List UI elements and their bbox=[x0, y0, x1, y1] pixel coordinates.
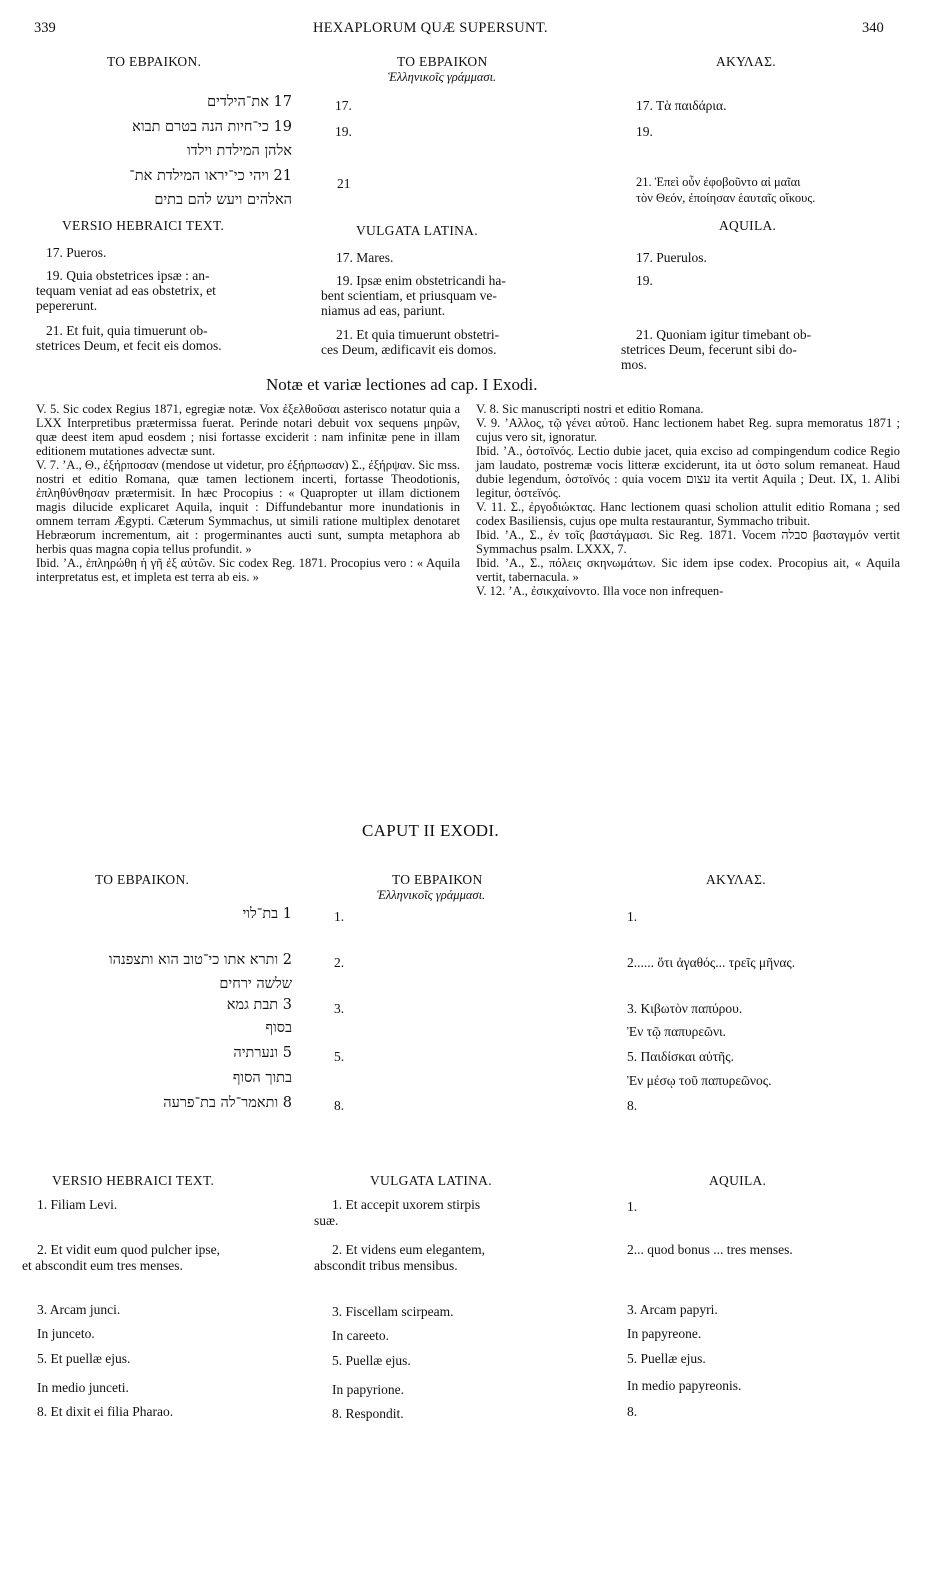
ch2-transcription-verse: 5. bbox=[334, 1049, 345, 1064]
notes-heading: Notæ et variæ lectiones ad cap. I Exodi. bbox=[266, 375, 538, 394]
ch2-aquila-latin-line: In papyreone. bbox=[627, 1326, 702, 1341]
ch1-aquila-latin-line: 21. Quoniam igitur timebant ob- bbox=[636, 327, 812, 342]
ch2-aquila-latin-line: 2... quod bonus ... tres menses. bbox=[627, 1242, 793, 1257]
ch1-hebrew-line: 17 את־הילדים bbox=[207, 94, 292, 110]
note-paragraph: Ibid. ʼΑ., Σ., πόλεις σκηνωμάτων. Sic idem ipse codex. Procopius ait, « Aquila vertit, tabernacula. » bbox=[476, 556, 900, 584]
ch2-aquila-latin-line: 5. Puellæ ejus. bbox=[627, 1351, 706, 1366]
ch2-versio-line: 1. Filiam Levi. bbox=[37, 1197, 118, 1212]
ch2-head-vulgata: VULGATA LATINA. bbox=[370, 1173, 492, 1188]
notes-left-column bbox=[36, 402, 460, 584]
ch1-aquila-latin-line: 19. bbox=[636, 273, 653, 288]
ch2-aquila-greek-line: 3. Κιβωτὸν παπύρου. bbox=[627, 1001, 743, 1016]
ch1-vulgata-line: 17. Mares. bbox=[336, 250, 394, 265]
page-number-left: 339 bbox=[34, 20, 56, 36]
page-number-right: 340 bbox=[862, 20, 884, 36]
ch2-versio-line: In junceto. bbox=[37, 1326, 95, 1341]
ch1-versio-line: 17. Pueros. bbox=[46, 245, 107, 260]
note-paragraph: Ibid. ʼΑ., ἐπληρώθη ἡ γῆ ἐξ αὐτῶν. Sic codex Reg. 1871. Procopius vero : « Aquila interpretatus est, et impleta est terra ab eis. » bbox=[36, 556, 460, 584]
note-paragraph: V. 12. ʼΑ., ἐσικχαίνοντο. Illa voce non infrequen- bbox=[476, 584, 724, 598]
ch2-aquila-latin-line: 1. bbox=[627, 1199, 638, 1214]
ch2-aquila-latin-line: In medio papyreonis. bbox=[627, 1378, 742, 1393]
ch2-versio-line: 2. Et vidit eum quod pulcher ipse, bbox=[37, 1242, 220, 1257]
ch2-aquila-latin-line: 8. bbox=[627, 1404, 638, 1419]
ch1-head-aquila-latin: AQUILA. bbox=[719, 218, 777, 233]
ch1-versio-line: stetrices Deum, et fecit eis domos. bbox=[36, 338, 222, 353]
ch1-vulgata-line: ces Deum, ædificavit eis domos. bbox=[321, 342, 497, 357]
note-paragraph: V. 8. Sic manuscripti nostri et editio Romana. bbox=[476, 402, 704, 416]
ch2-transcription-verse: 8. bbox=[334, 1098, 345, 1113]
running-title: HEXAPLORUM QUÆ SUPERSUNT. bbox=[313, 20, 548, 36]
ch2-hebrew-line: 8 ותאמר־לה בת־פרעה bbox=[163, 1095, 292, 1111]
note-paragraph: V. 5. Sic codex Regius 1871, egregiæ notæ. Vox ἐξελθοῦσαι asterisco notatur quia a LXX Interpretibus prætermissa fuerat. Perinde notari debuit vox sequens μηρῶν, quæ deest item apud eosdem ; nisi fortasse exciderit : nam infinitæ pene in illam editionem mutationes advectæ sunt. bbox=[36, 402, 460, 458]
ch2-hebrew-line: בתוך הסוף bbox=[232, 1070, 292, 1086]
ch1-vulgata-line: bent scientiam, et priusquam ve- bbox=[321, 288, 497, 303]
ch2-head-aquila: ΑΚΥΛΑΣ. bbox=[706, 872, 766, 887]
ch2-head-hebrew: ΤΟ ΕΒΡΑΙΚΟΝ. bbox=[95, 872, 190, 887]
ch2-head-transcription-sub: Ἑλληνικοῖς γράμμασι. bbox=[377, 888, 486, 902]
ch1-vulgata-line: 19. Ipsæ enim obstetricandi ha- bbox=[336, 273, 506, 288]
ch1-head-aquila: ΑΚΥΛΑΣ. bbox=[716, 54, 776, 69]
note-paragraph: V. 9. ʼΑλλος, τῷ γένει αὐτοῦ. Hanc lectionem habet Reg. supra memoratus 1871 ; cujus vero sit, ignoratur. bbox=[476, 416, 900, 444]
ch1-vulgata-line: 21. Et quia timuerunt obstetri- bbox=[336, 327, 500, 342]
ch1-versio-line: tequam veniat ad eas obstetrix, et bbox=[36, 283, 216, 298]
note-paragraph: V. 11. Σ., ἐργοδιώκτας. Hanc lectionem quasi scholion attulit editio Romana ; sed codex Basiliensis, cujus ope multa restaurantur, Symmacho tribuit. bbox=[476, 500, 900, 528]
ch1-aquila-latin-line: stetrices Deum, fecerunt sibi do- bbox=[621, 342, 797, 357]
ch2-head-aquila-latin: AQUILA. bbox=[709, 1173, 767, 1188]
ch2-hebrew-line: 2 ותרא אתו כי־טוב הוא ותצפנהו bbox=[108, 952, 292, 968]
ch2-versio-line: et abscondit eum tres menses. bbox=[22, 1258, 183, 1273]
ch2-versio-line: 5. Et puellæ ejus. bbox=[37, 1351, 131, 1366]
ch1-head-versio: VERSIO HEBRAICI TEXT. bbox=[62, 218, 225, 233]
ch1-hebrew-line: אלהן המילדת וילדו bbox=[186, 143, 292, 159]
ch2-versio-line: 8. Et dixit ei filia Pharao. bbox=[37, 1404, 174, 1419]
ch2-aquila-greek-line: Ἐν μέσῳ τοῦ παπυρεῶνος. bbox=[627, 1073, 772, 1088]
ch2-hebrew-line: שלשה ירחים bbox=[219, 976, 292, 992]
ch2-vulgata-line: In careeto. bbox=[332, 1328, 389, 1343]
ch2-vulgata-line: suæ. bbox=[314, 1213, 339, 1228]
ch1-hebrew-line: 21 ויהי כי־יראו המילדת את־ bbox=[129, 168, 292, 184]
ch1-head-vulgata: VULGATA LATINA. bbox=[356, 223, 478, 238]
ch2-aquila-greek-line: 1. bbox=[627, 909, 638, 924]
ch2-aquila-latin-line: 3. Arcam papyri. bbox=[627, 1302, 718, 1317]
ch2-vulgata-line: abscondit tribus mensibus. bbox=[314, 1258, 458, 1273]
ch2-vulgata-line: 5. Puellæ ejus. bbox=[332, 1353, 411, 1368]
ch2-aquila-greek-line: 8. bbox=[627, 1098, 638, 1113]
ch1-aquila-latin-line: mos. bbox=[621, 357, 647, 372]
ch2-transcription-verse: 1. bbox=[334, 909, 345, 924]
ch2-hebrew-line: 3 תבת גמא bbox=[226, 997, 292, 1013]
ch2-vulgata-line: 2. Et videns eum elegantem, bbox=[332, 1242, 485, 1257]
ch1-versio-line: pepererunt. bbox=[36, 298, 98, 313]
ch1-transcription-verse: 21 bbox=[337, 176, 351, 191]
notes-right-column bbox=[476, 402, 900, 598]
ch1-aquila-greek-line: τὸν Θεόν, ἐποίησαν ἑαυταῖς οἴκους. bbox=[636, 191, 816, 205]
ch1-head-hebrew: ΤΟ ΕΒΡΑΙΚΟΝ. bbox=[107, 54, 202, 69]
ch1-aquila-greek-line: 17. Τὰ παιδάρια. bbox=[636, 98, 727, 113]
ch2-transcription-verse: 2. bbox=[334, 955, 345, 970]
ch2-hebrew-line: בסוף bbox=[265, 1020, 292, 1036]
ch1-transcription-verse: 19. bbox=[335, 124, 352, 139]
ch1-head-transcription-sub: Ἑλληνικοῖς γράμμασι. bbox=[388, 70, 497, 84]
ch1-hebrew-line: 19 כי־חיות הנה בטרם תבוא bbox=[132, 119, 292, 135]
ch2-vulgata-line: In papyrione. bbox=[332, 1382, 404, 1397]
note-paragraph: V. 7. ʼΑ., Θ., ἐξήρποσαν (mendose ut videtur, pro ἐξήρπωσαν) Σ., ἐξήρψαν. Sic mss. nostri et editio Romana, quæ tamen lectionem incerti, fortasse Theodotionis, ἐπληθύνθησαν prætermisit. In hæc Procopius : « Quapropter ut illam dictionem magis dilucide explicaret Aquila, inquit : Diffundebantur more inundationis in omnem terram Ægypti. Cæterum Symmachus, ut simili ratione multiplex denotaret Hebræorum incrementum, ait : progerminantes aucti sunt, sumpta metaphora ab herbis quas magna copia tellus profundit. » bbox=[36, 458, 460, 556]
ch2-vulgata-line: 8. Respondit. bbox=[332, 1406, 404, 1421]
ch2-aquila-greek-line: 2...... ὅτι ἀγαθός... τρεῖς μῆνας. bbox=[627, 955, 796, 970]
ch1-aquila-greek-line: 19. bbox=[636, 124, 653, 139]
ch2-hebrew-line: 5 ונערתיה bbox=[233, 1045, 292, 1061]
ch2-hebrew-line: 1 בת־לוי bbox=[242, 906, 292, 922]
ch1-aquila-greek-line: 21. Ἐπεὶ οὖν ἐφοβοῦντο αἱ μαῖαι bbox=[636, 175, 801, 189]
ch1-aquila-latin-line: 17. Puerulos. bbox=[636, 250, 707, 265]
ch1-versio-line: 19. Quia obstetrices ipsæ : an- bbox=[46, 268, 210, 283]
ch1-versio-line: 21. Et fuit, quia timuerunt ob- bbox=[46, 323, 208, 338]
ch1-hebrew-line: האלהים ויעש להם בתים bbox=[154, 192, 292, 208]
ch1-transcription-verse: 17. bbox=[335, 98, 352, 113]
ch2-vulgata-line: 1. Et accepit uxorem stirpis bbox=[332, 1197, 481, 1212]
ch2-versio-line: 3. Arcam junci. bbox=[37, 1302, 121, 1317]
ch2-aquila-greek-line: 5. Παιδίσκαι αὐτῆς. bbox=[627, 1049, 734, 1064]
ch2-head-transcription: ΤΟ ΕΒΡΑΙΚΟΝ bbox=[392, 872, 483, 887]
ch2-versio-line: In medio junceti. bbox=[37, 1380, 129, 1395]
note-paragraph: Ibid. ʼΑ., ὀστοϊνός. Lectio dubie jacet, quia exciso ad compingendum codice Regio jam laudato, postremæ vocis litteræ exciderunt, ita ut ὀστο solum remaneat. Haud dubie legendum, ὀστοϊνός : quia vocem עצום ita vertit Aquila ; Deut. IX, 1. Alibi legitur, ὀστεϊνός. bbox=[476, 444, 901, 500]
ch2-head-versio: VERSIO HEBRAICI TEXT. bbox=[52, 1173, 215, 1188]
ch2-vulgata-line: 3. Fiscellam scirpeam. bbox=[332, 1304, 454, 1319]
note-paragraph: Ibid. ʼΑ., Σ., ἐν τοῖς βαστάγμασι. Sic Reg. 1871. Vocem סבלה βασταγμόν vertit Symmachus psalm. LXXX, 7. bbox=[476, 528, 900, 556]
ch1-vulgata-line: niamus ad eas, pariunt. bbox=[321, 303, 446, 318]
ch2-transcription-verse: 3. bbox=[334, 1001, 345, 1016]
ch2-title: CAPUT II EXODI. bbox=[362, 821, 499, 840]
ch1-head-transcription: ΤΟ ΕΒΡΑΙΚΟΝ bbox=[397, 54, 488, 69]
ch2-aquila-greek-line: Ἐν τῷ παπυρεῶνι. bbox=[627, 1024, 727, 1039]
